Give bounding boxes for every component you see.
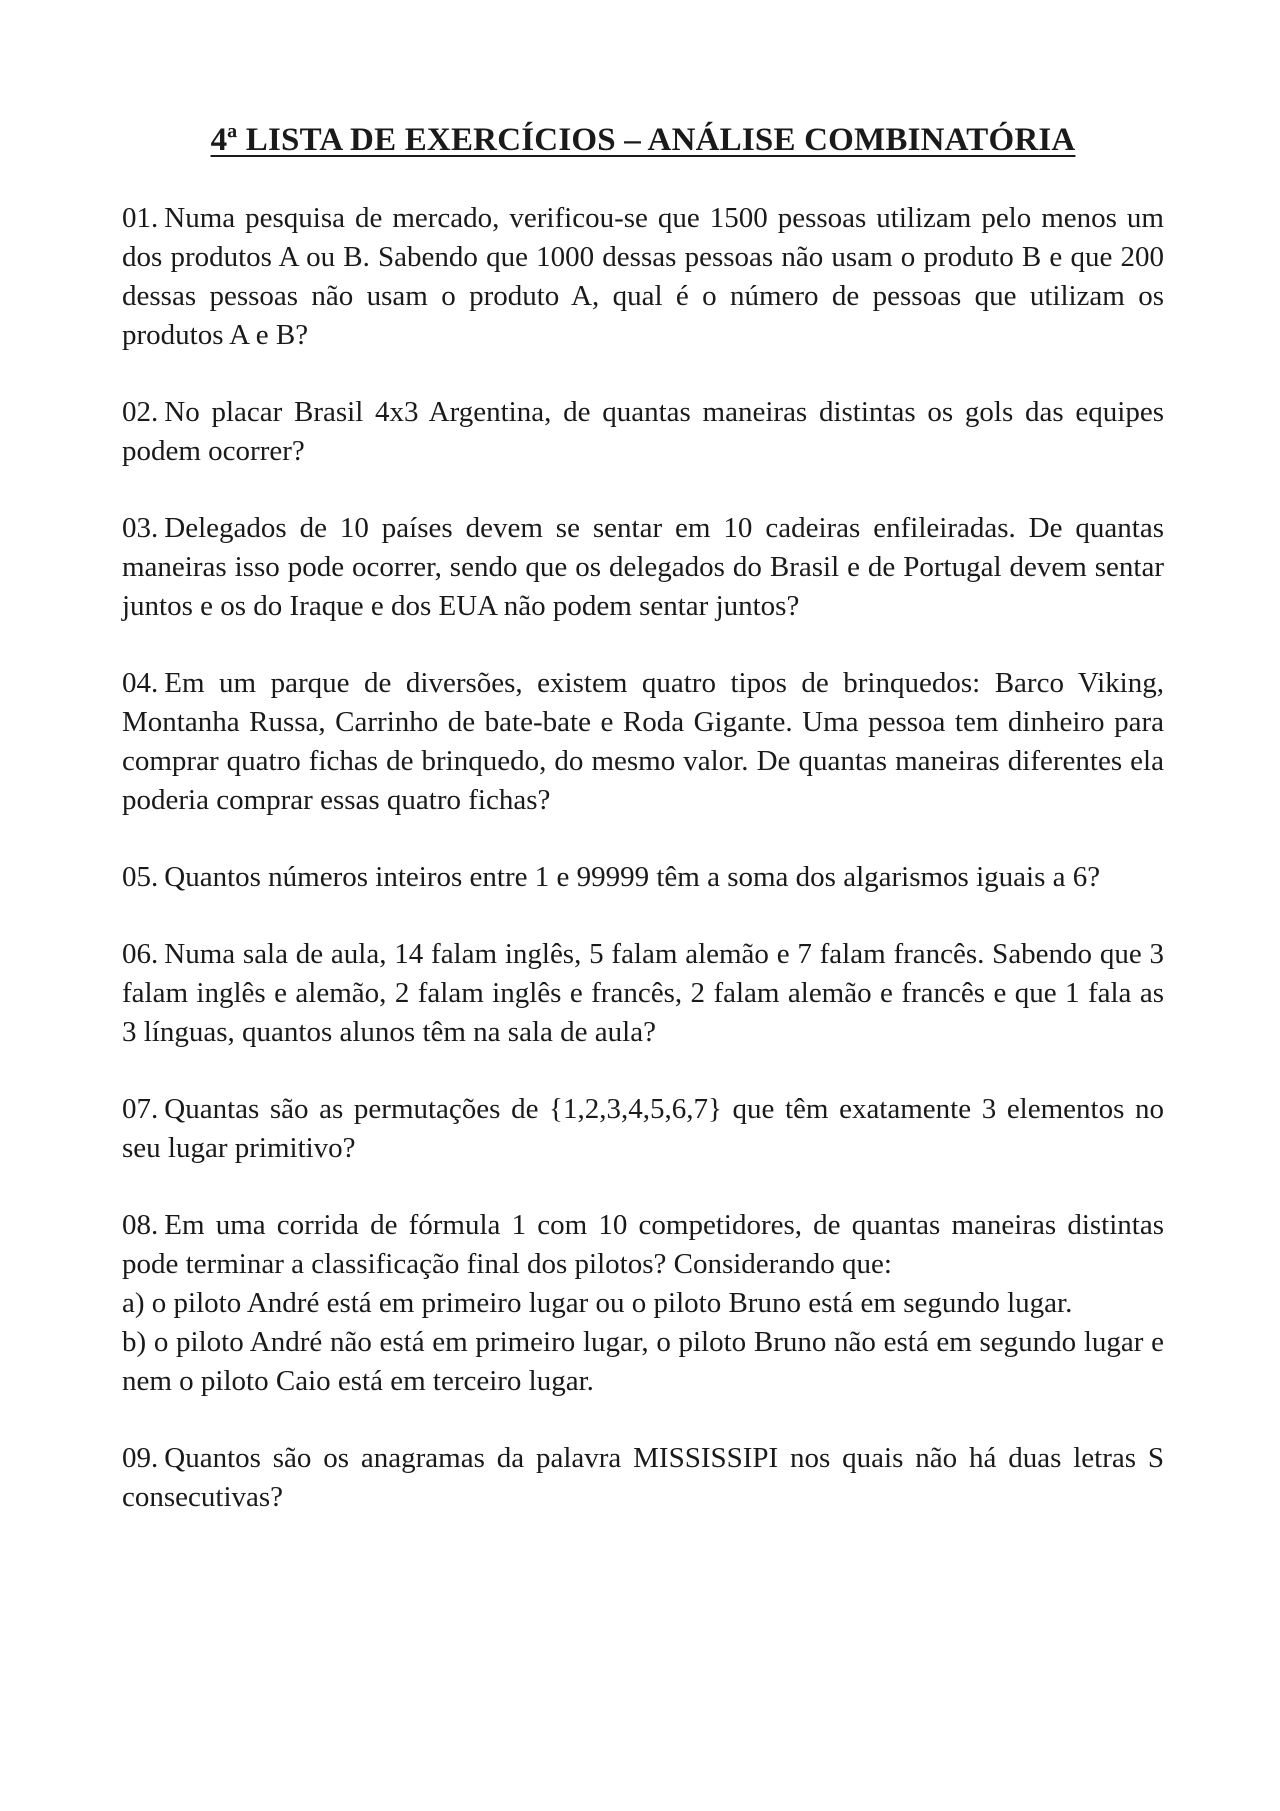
exercise-number: 09. bbox=[122, 1442, 159, 1474]
exercise-text: Em um parque de diversões, existem quatro tipos de brinquedos: Barco Viking, Montanha Russa, Carrinho de bate-bate e Roda Gigante. Uma pessoa tem dinheiro para comprar quatro fichas de brinquedo, do mesmo valor. De quantas maneiras diferentes ela poderia comprar essas quatro fichas? bbox=[122, 667, 1164, 816]
exercise-item-b: b) o piloto André não está em primeiro lugar, o piloto Bruno não está em segundo lugar e nem o piloto Caio está em terceiro lugar. bbox=[122, 1326, 1164, 1397]
exercise-number: 01. bbox=[122, 202, 159, 234]
exercise-number: 04. bbox=[122, 667, 159, 699]
exercise-text: Numa pesquisa de mercado, verificou-se que 1500 pessoas utilizam pelo menos um dos produtos A ou B. Sabendo que 1000 dessas pessoas não usam o produto B e que 200 dessas pessoas não usam o produto A, qual é o número de pessoas que utilizam os produtos A e B? bbox=[122, 202, 1164, 351]
exercise-text: Numa sala de aula, 14 falam inglês, 5 falam alemão e 7 falam francês. Sabendo que 3 falam inglês e alemão, 2 falam inglês e francês, 2 falam alemão e francês e que 1 fala as 3 línguas, quantos alunos têm na sala de aula? bbox=[122, 938, 1164, 1048]
exercise-07 bbox=[122, 1090, 1164, 1168]
exercise-number: 02. bbox=[122, 396, 159, 428]
exercise-text: Delegados de 10 países devem se sentar em 10 cadeiras enfileiradas. De quantas maneiras isso pode ocorrer, sendo que os delegados do Brasil e de Portugal devem sentar juntos e os do Iraque e dos EUA não podem sentar juntos? bbox=[122, 512, 1164, 622]
exercise-number: 05. bbox=[122, 861, 159, 893]
exercise-number: 06. bbox=[122, 938, 159, 970]
exercise-text: Quantos números inteiros entre 1 e 99999 têm a soma dos algarismos iguais a 6? bbox=[164, 861, 1101, 893]
exercise-number: 07. bbox=[122, 1093, 159, 1125]
exercise-number: 03. bbox=[122, 512, 159, 544]
exercise-02 bbox=[122, 393, 1164, 471]
exercise-item-a: a) o piloto André está em primeiro lugar ou o piloto Bruno está em segundo lugar. bbox=[122, 1287, 1073, 1319]
exercise-08 bbox=[122, 1206, 1164, 1401]
exercise-statement bbox=[122, 1206, 1164, 1284]
exercise-01 bbox=[122, 199, 1164, 355]
page-title: 4ª LISTA DE EXERCÍCIOS – ANÁLISE COMBINATÓRIA bbox=[210, 122, 1076, 158]
exercise-text: Quantos são os anagramas da palavra MISSISSIPI nos quais não há duas letras S consecutivas? bbox=[122, 1442, 1164, 1513]
exercise-03 bbox=[122, 509, 1164, 626]
document-page bbox=[122, 122, 1164, 1555]
exercise-05 bbox=[122, 858, 1164, 897]
exercise-number: 08. bbox=[122, 1209, 159, 1241]
exercise-09 bbox=[122, 1439, 1164, 1517]
exercise-text: No placar Brasil 4x3 Argentina, de quantas maneiras distintas os gols das equipes podem ocorrer? bbox=[122, 396, 1164, 467]
exercise-text: Quantas são as permutações de {1,2,3,4,5,6,7} que têm exatamente 3 elementos no seu lugar primitivo? bbox=[122, 1093, 1164, 1164]
exercise-text: Em uma corrida de fórmula 1 com 10 competidores, de quantas maneiras distintas pode terminar a classificação final dos pilotos? Considerando que: bbox=[122, 1209, 1164, 1280]
exercise-04 bbox=[122, 664, 1164, 820]
exercise-06 bbox=[122, 935, 1164, 1052]
